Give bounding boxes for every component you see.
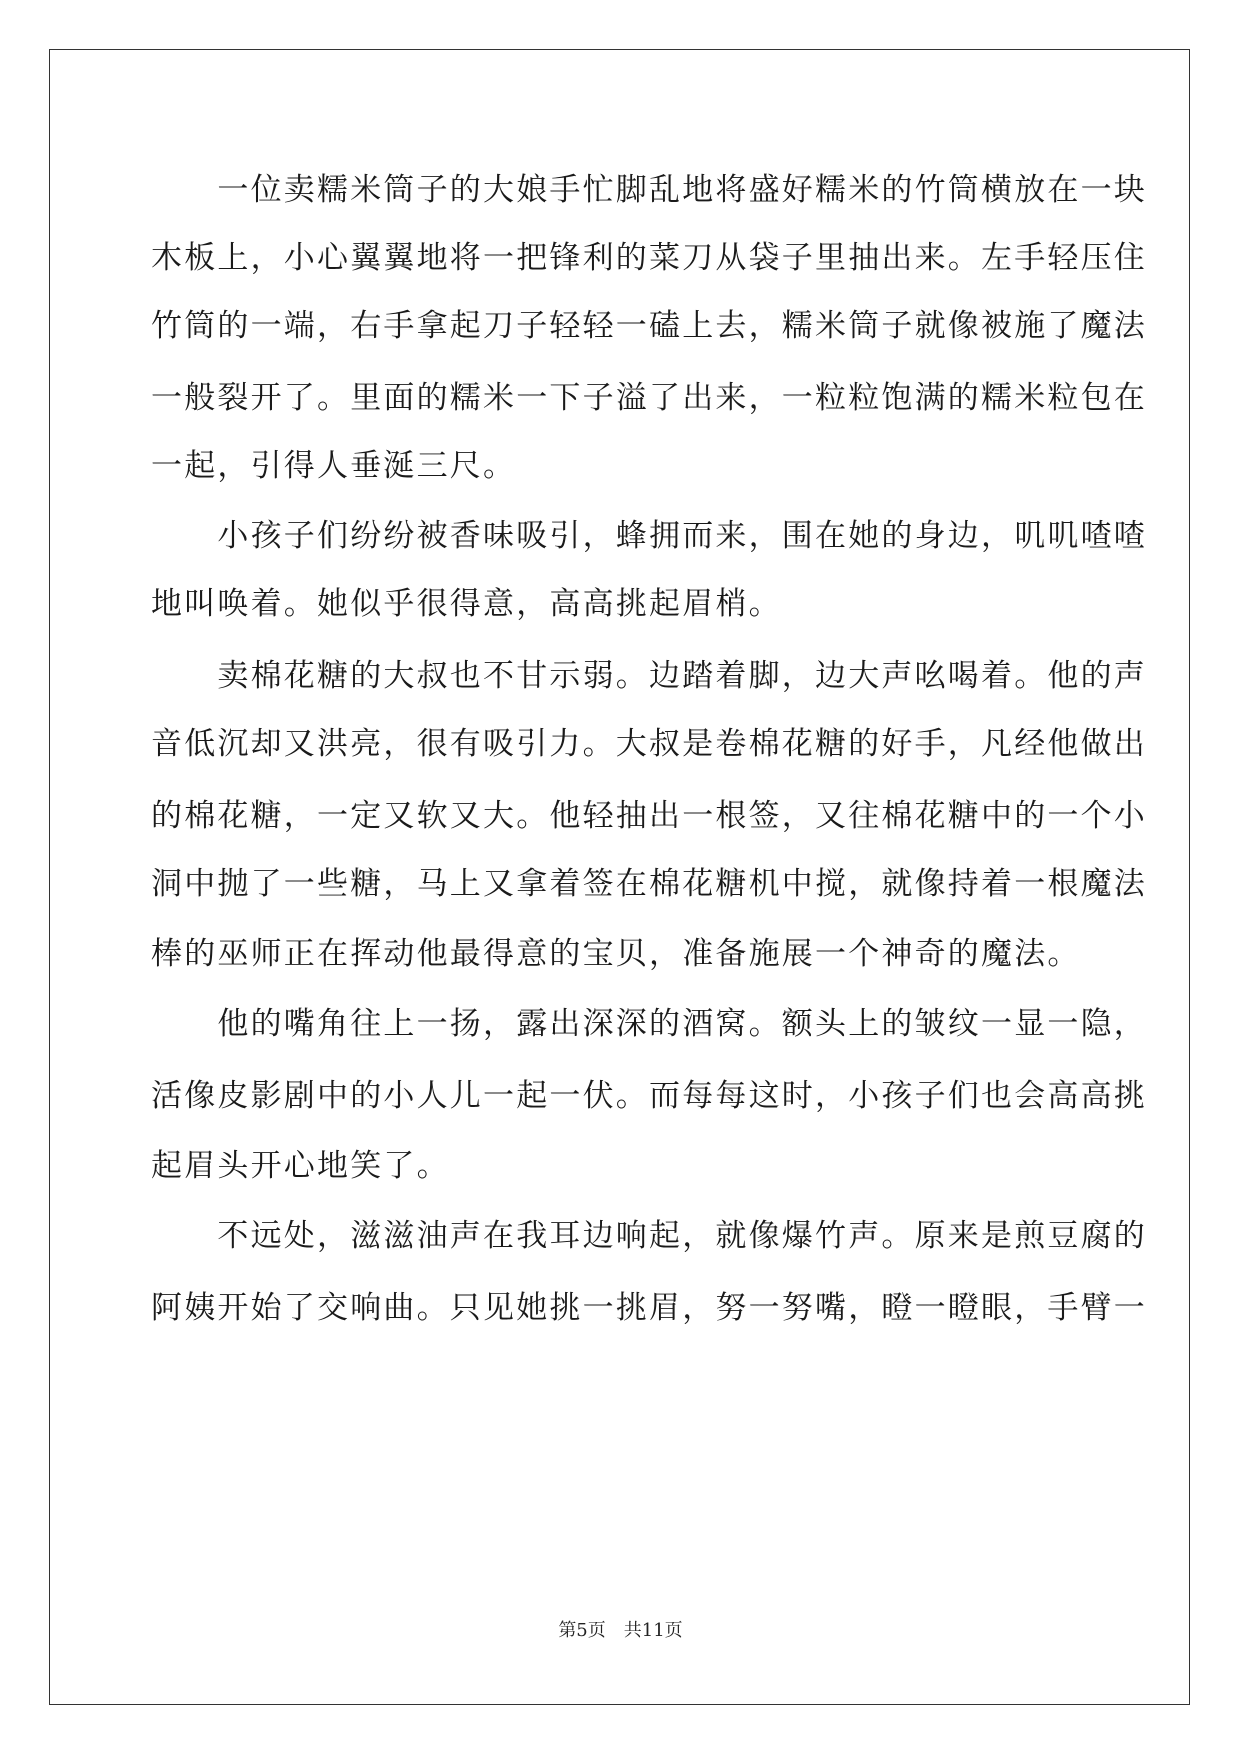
- page-number: 第5页 共11页: [558, 1620, 683, 1641]
- text-line: 音低沉却又洪亮，很有吸引力。大叔是卷棉花糖的好手，凡经他做出: [151, 726, 1147, 762]
- text-line: 不远处，滋滋油声在我耳边响起，就像爆竹声。原来是煎豆腐的: [151, 1218, 1147, 1254]
- text-line: 地叫唤着。她似乎很得意，高高挑起眉梢。: [151, 586, 782, 622]
- text-line: 起眉头开心地笑了。: [151, 1148, 450, 1184]
- text-line: 的棉花糖，一定又软又大。他轻抽出一根签，又往棉花糖中的一个小: [151, 798, 1147, 834]
- text-line: 阿姨开始了交响曲。只见她挑一挑眉，努一努嘴，瞪一瞪眼，手臂一: [151, 1290, 1147, 1326]
- text-line: 活像皮影剧中的小人儿一起一伏。而每每这时，小孩子们也会高高挑: [151, 1078, 1147, 1114]
- text-line: 一起，引得人垂涎三尺。: [151, 448, 517, 484]
- text-line: 小孩子们纷纷被香味吸引，蜂拥而来，围在她的身边，叽叽喳喳: [151, 518, 1147, 554]
- text-line: 一般裂开了。里面的糯米一下子溢了出来，一粒粒饱满的糯米粒包在: [151, 380, 1147, 416]
- text-line: 他的嘴角往上一扬，露出深深的酒窝。额头上的皱纹一显一隐，: [151, 1006, 1147, 1042]
- text-line: 洞中抛了一些糖，马上又拿着签在棉花糖机中搅，就像持着一根魔法: [151, 866, 1147, 902]
- text-line: 棒的巫师正在挥动他最得意的宝贝，准备施展一个神奇的魔法。: [151, 936, 1081, 972]
- text-line: 竹筒的一端，右手拿起刀子轻轻一磕上去，糯米筒子就像被施了魔法: [151, 308, 1147, 344]
- text-line: 木板上，小心翼翼地将一把锋利的菜刀从袋子里抽出来。左手轻压住: [151, 240, 1147, 276]
- text-line: 一位卖糯米筒子的大娘手忙脚乱地将盛好糯米的竹筒横放在一块: [151, 172, 1147, 208]
- text-line: 卖棉花糖的大叔也不甘示弱。边踏着脚，边大声吆喝着。他的声: [151, 658, 1147, 694]
